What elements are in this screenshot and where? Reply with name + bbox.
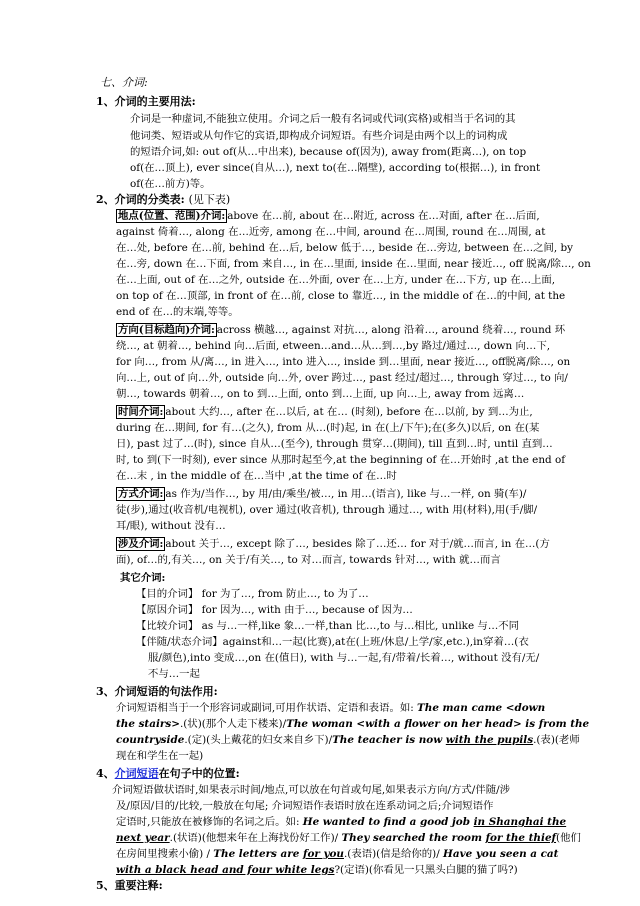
- other-prep-heading: 其它介词:: [120, 572, 166, 584]
- time-prep-label: 时间介词:: [118, 406, 164, 418]
- s4-example-6-underlined: with a black head and four white legs: [116, 864, 335, 876]
- other-line-2: 【原因介词】 for 因为…, with 由于…, because of 因为…: [136, 604, 413, 616]
- time-line-2: during 在…期间, for 有…(之久), from 从…(时)起, in 在(上/下午);在(多久)以后, on 在(某: [116, 422, 540, 434]
- place-line-6: on top of 在…顶部, in front of 在…前, close to 靠近…, in the middle of 在…的中间, at the: [116, 290, 566, 302]
- heading-3-text: 介词短语的句法作用:: [114, 685, 218, 698]
- s3-note-3: .(表)(老师: [533, 734, 580, 746]
- other-line-6: 不与…一起: [148, 668, 200, 680]
- s3-note-2: .(定)(头上戴花的妇女来自乡下)/: [184, 734, 333, 746]
- s3-example-1: The man came <down: [417, 702, 546, 714]
- s4-note-1: .(状语)(他想来年在上海找份好工作)/: [169, 832, 342, 844]
- s4-intro: 定语时,只能放在被修饰的名词之后。如:: [116, 816, 303, 828]
- dir-line-1: [116, 322, 565, 338]
- heading-2-num: 2、: [96, 193, 115, 206]
- s4-example-1: He wanted to find a good job: [302, 816, 474, 828]
- heading-2-note: (见下表): [188, 193, 231, 206]
- s3-line-2: [116, 716, 589, 732]
- heading-5-text: 重要注释:: [114, 879, 163, 892]
- heading-3-num: 3、: [96, 685, 115, 698]
- about-line-2: 面), of…的,有关…, on 关于/有关…, to 对…而言, towards 针对…, with 就…而言: [116, 554, 501, 566]
- s4-line-5: [116, 846, 558, 862]
- other-line-1: 【目的介词】 for 为了…, from 防止…, to 为了…: [136, 588, 369, 600]
- time-line-1: [116, 404, 533, 420]
- dir-prep-text: across 横越…, against 对抗…, along 沿着…, around 绕着…, round 环: [216, 324, 566, 336]
- s1-line-1: 介词是一种虚词,不能独立使用。介词之后一般有名词或代词(宾格)或相当于名词的其: [130, 113, 516, 125]
- manner-line-3: 耳/眼), without 没有…: [116, 520, 226, 532]
- place-prep-text: above 在…前, about 在…附近, across 在…对面, after 在…后面,: [227, 210, 540, 222]
- heading-1: [96, 94, 196, 110]
- manner-line-2: 徒(步),通过(收音机/电视机), over 通过(收音机), through 通过…, with 用(材料),用(手/脚/: [116, 504, 538, 516]
- time-line-4: 时, to 到(下一时刻), ever since 从那时起至今,at the beginning of 在…开始时 ,at the end of: [116, 454, 566, 466]
- s4-example-1-underlined: in Shanghai: [473, 816, 544, 828]
- dir-line-2: 绕…, at 朝着…, behind 向…后面, etween…and…从…到…,by 路过/通过…, down 向…下,: [116, 340, 551, 352]
- s4-example-3-underlined: for the thief: [485, 832, 557, 844]
- heading-5-num: 5、: [96, 879, 115, 892]
- time-line-5: 在…末 , in the middle of 在…当中 ,at the time of 在…时: [116, 470, 397, 482]
- s3-note-1: .(状)(那个人走下楼来)/: [179, 718, 287, 730]
- s3-line-4: 现在和学生在一起): [116, 750, 204, 762]
- other-line-4: 【伴随/状态介词】against和…一起(比赛),at在(上班/休息/上学/家,etc.),in穿着…(衣: [136, 636, 529, 648]
- s4-line-4: [116, 830, 581, 846]
- place-line-7: end of 在…的末端,等等。: [116, 306, 239, 318]
- place-line-4: 在…旁, down 在…下面, from 来自…, in 在…里面, inside 在…里面, near 接近…, off 脱离/除…, on: [116, 258, 591, 270]
- heading-4: [96, 766, 240, 782]
- s4-example-4: The letters are: [213, 848, 303, 860]
- place-line-5: 在…上面, out of 在…之外, outside 在…外面, over 在…上方, under 在…下方, up 在…上面,: [116, 274, 556, 286]
- heading-2: [96, 192, 230, 208]
- s4-line-2: 及/原因/目的/比较,一般放在句尾; 介词短语作表语时放在连系动词之后;介词短语作: [116, 800, 494, 812]
- s4-example-2-underlined: next year: [116, 832, 170, 844]
- s4-line-6: [116, 862, 518, 878]
- s4-note-5: ?(定语)(你看见一只黑头白腿的猫了吗?): [334, 864, 518, 876]
- manner-prep-text: as 作为/当作…, by 用/由/乘坐/被…, in 用…(语言), like 与…一样, on 骑(车)/: [165, 488, 527, 500]
- s4-example-5: Have you seen a cat: [443, 848, 559, 860]
- s3-intro: 介词短语相当于一个形容词或副词,可用作状语、定语和表语。如:: [116, 702, 418, 714]
- about-prep-text: about 关于…, except 除了…, besides 除了…还… for 对于/就…而言, in 在…(方: [165, 538, 550, 550]
- about-line-1: [116, 536, 550, 552]
- s3-line-1: [116, 700, 545, 716]
- s3-line-3: [116, 732, 580, 748]
- heading-4-link[interactable]: 介词短语: [114, 767, 159, 780]
- s4-line-3: [116, 814, 566, 830]
- s1-line-2: 他词类、短语或从句作它的宾语,即构成介词短语。有些介词是由两个以上的词构成: [130, 130, 508, 142]
- manner-prep-label: 方式介词:: [118, 488, 164, 500]
- section-title: 七、介词:: [100, 76, 148, 89]
- manner-line-1: [116, 486, 526, 502]
- other-line-3: 【比较介词】 as 与…一样,like 象…一样,than 比…,to 与…相比, unlike 与…不同: [136, 620, 519, 632]
- s4-example-1c: the: [543, 816, 567, 828]
- heading-4-num: 4、: [96, 767, 115, 780]
- s4-note-4: .(表语)(信是给你的)/: [343, 848, 444, 860]
- place-line-1: [116, 208, 540, 224]
- place-line-2: against 倚着…, along 在…近旁, among 在…中间, around 在…周围, round 在…周围, at: [116, 226, 546, 238]
- dir-line-5: 朝…, towards 朝着…, on to 到…上面, onto 到…上面, up 向…上, away from 远离…: [116, 388, 525, 400]
- s3-example-3: The teacher is now: [332, 734, 446, 746]
- about-prep-label: 涉及介词:: [118, 538, 164, 550]
- heading-4-text: 在句子中的位置:: [158, 767, 240, 780]
- other-line-5: 服/颜色),into 变成…,on 在(值日), with 与…一起,有/带着/长着…, without 没有/无/: [148, 652, 540, 664]
- s3-example-1b: the stairs>: [116, 718, 180, 730]
- s4-note-2: (他们: [556, 832, 581, 844]
- heading-5: [96, 878, 163, 894]
- time-prep-text: about 大约…, after 在…以后, at 在… (时刻), before 在…以前, by 到…为止,: [165, 406, 533, 418]
- heading-3: [96, 684, 218, 700]
- s4-example-4-underlined: for you: [302, 848, 344, 860]
- s4-example-3: They searched the room: [341, 832, 486, 844]
- s4-note-3: 在房间里搜索小偷) /: [116, 848, 214, 860]
- time-line-3: 日), past 过了…(时), since 自从…(至今), through 贯穿…(期间), till 直到…时, until 直到…: [116, 438, 553, 450]
- s3-example-2: The woman <with a flower on her head> is from the: [286, 718, 590, 730]
- dir-prep-label: 方向(目标趋向)介词:: [118, 324, 215, 336]
- s1-line-4: of(在…顶上), ever since(自从…), next to(在…隔壁), according to(根据…), in front: [130, 162, 541, 174]
- s4-line-1: 介词短语做状语时,如果表示时间/地点,可以放在句首或句尾,如果表示方向/方式/伴随/涉: [112, 784, 510, 796]
- s1-line-3: 的短语介词,如: out of(从…中出来), because of(因为), away from(距离…), on top: [130, 146, 527, 158]
- dir-line-3: for 向…, from 从/离…, in 进入…, into 进入…, inside 到…里面, near 接近…, off脱离/除…, on: [116, 356, 571, 368]
- place-line-3: 在…处, before 在…前, behind 在…后, below 低于…, beside 在…旁边, between 在…之间, by: [116, 242, 574, 254]
- s1-line-5: of(在…前方)等。: [130, 178, 211, 190]
- heading-1-text: 介词的主要用法:: [114, 95, 196, 108]
- s3-example-3-underlined: with the pupils: [445, 734, 534, 746]
- s3-example-2b: countryside: [116, 734, 185, 746]
- place-prep-label: 地点(位置、范围)介词:: [118, 210, 226, 222]
- dir-line-4: 向…上, out of 向…外, outside 向…外, over 跨过…, past 经过/超过…, through 穿过…, to 向/: [116, 372, 568, 384]
- heading-1-num: 1、: [96, 95, 115, 108]
- heading-2-text: 介词的分类表:: [114, 193, 185, 206]
